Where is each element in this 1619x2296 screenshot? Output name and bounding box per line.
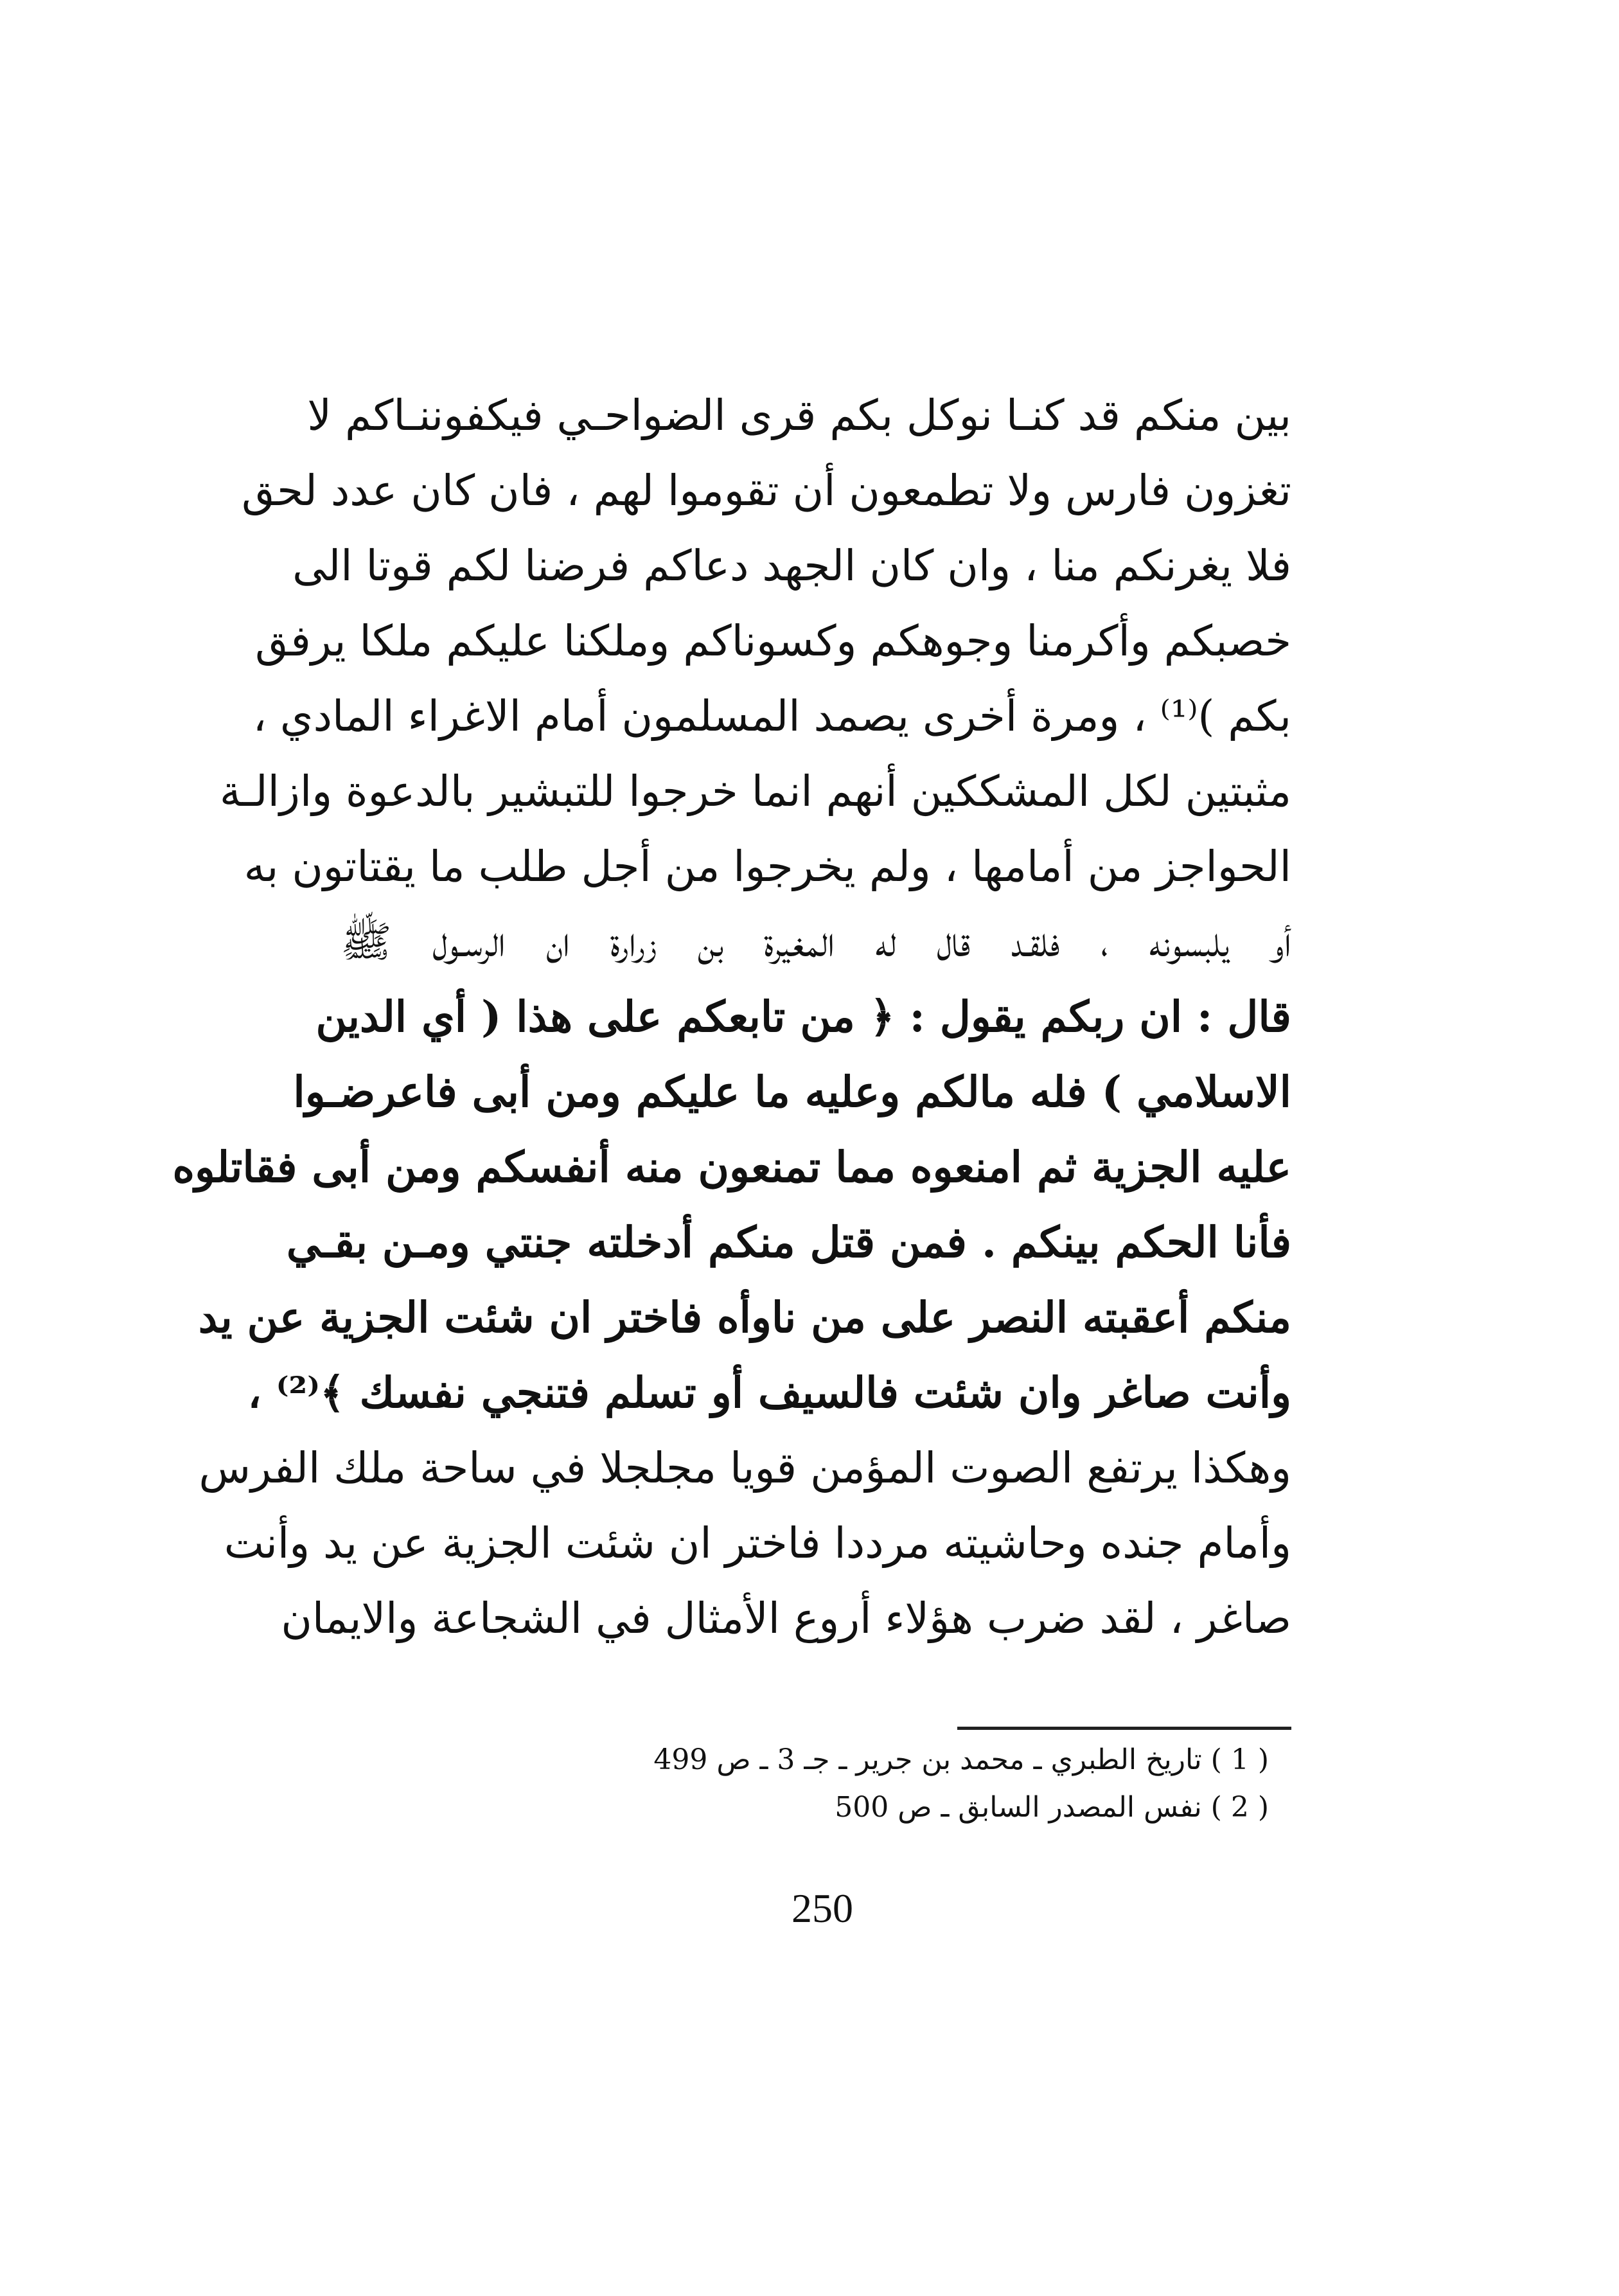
quoted-text-line: الاسلامي ) فله مالكم وعليه ما عليكم ومن أبى فاعرضـوا bbox=[293, 1067, 1291, 1117]
text-line: الحواجز من أمامها ، ولم يخرجوا من أجل طلب ما يقتاتون به bbox=[243, 842, 1291, 891]
text-line: وهكذا يرتفع الصوت المؤمن قويا مجلجلا في ساحة ملك الفرس bbox=[199, 1443, 1291, 1493]
quoted-text-line: فأنا الحكم بينكم . فمن قتل منكم أدخلته جنتي ومـن بقـي bbox=[286, 1217, 1291, 1267]
text-line: بكم )⁽¹⁾ ، ومرة أخرى يصمد المسلمون أمام الاغراء المادي ، bbox=[252, 691, 1291, 741]
quoted-text-line: منكم أعقبته النصر على من ناوأه فاختر ان شئت الجزية عن يد bbox=[198, 1292, 1291, 1342]
footnote-2: ( 2 ) نفس المصدر السابق ـ ص 500 bbox=[835, 1791, 1269, 1824]
text-line: تغزون فارس ولا تطمعون أن تقوموا لهم ، فان كان عدد لحق bbox=[242, 466, 1291, 515]
footnote-divider bbox=[957, 1727, 1291, 1730]
quoted-text-line: وأنت صاغر وان شئت فالسيف أو تسلم فتنجي نفسك ﴾⁽²⁾ ، bbox=[247, 1367, 1291, 1418]
text-line: فلا يغرنكم منا ، وان كان الجهد دعاكم فرضنا لكم قوتا الى bbox=[292, 541, 1291, 591]
body-text bbox=[172, 378, 1291, 1656]
quoted-text-line: قال : ان ربكم يقول : ﴿ من تابعكم على هذا ( أي الدين bbox=[315, 992, 1291, 1042]
footnotes bbox=[450, 1736, 1269, 1831]
text-line: صاغر ، لقد ضرب هؤلاء أروع الأمثال في الشجاعة والايمان bbox=[281, 1594, 1291, 1643]
page-number: 250 bbox=[792, 1885, 853, 1931]
footnote-1: ( 1 ) تاريخ الطبري ـ محمد بن جرير ـ جـ 3 ـ ص 499 bbox=[653, 1743, 1269, 1776]
text-line: أو يلبسونه ، فلقـد قال له المغيرة بن زرارة ان الرسـول ﷺ bbox=[341, 917, 1291, 966]
quoted-text-line: عليه الجزية ثم امنعوه مما تمنعون منه أنفسكم ومن أبى فقاتلوه bbox=[172, 1142, 1291, 1192]
text-line: وأمام جنده وحاشيته مرددا فاختر ان شئت الجزية عن يد وأنت bbox=[224, 1518, 1291, 1568]
text-line: مثبتين لكل المشككين أنهم انما خرجوا للتبشير بالدعوة وازالـة bbox=[219, 767, 1291, 816]
text-line: خصبكم وأكرمنا وجوهكم وكسوناكم وملكنا عليكم ملكا يرفق bbox=[255, 616, 1291, 666]
text-line: بين منكم قد كنـا نوكل بكم قرى الضواحـي فيكفوننـاكم لا bbox=[307, 391, 1291, 440]
